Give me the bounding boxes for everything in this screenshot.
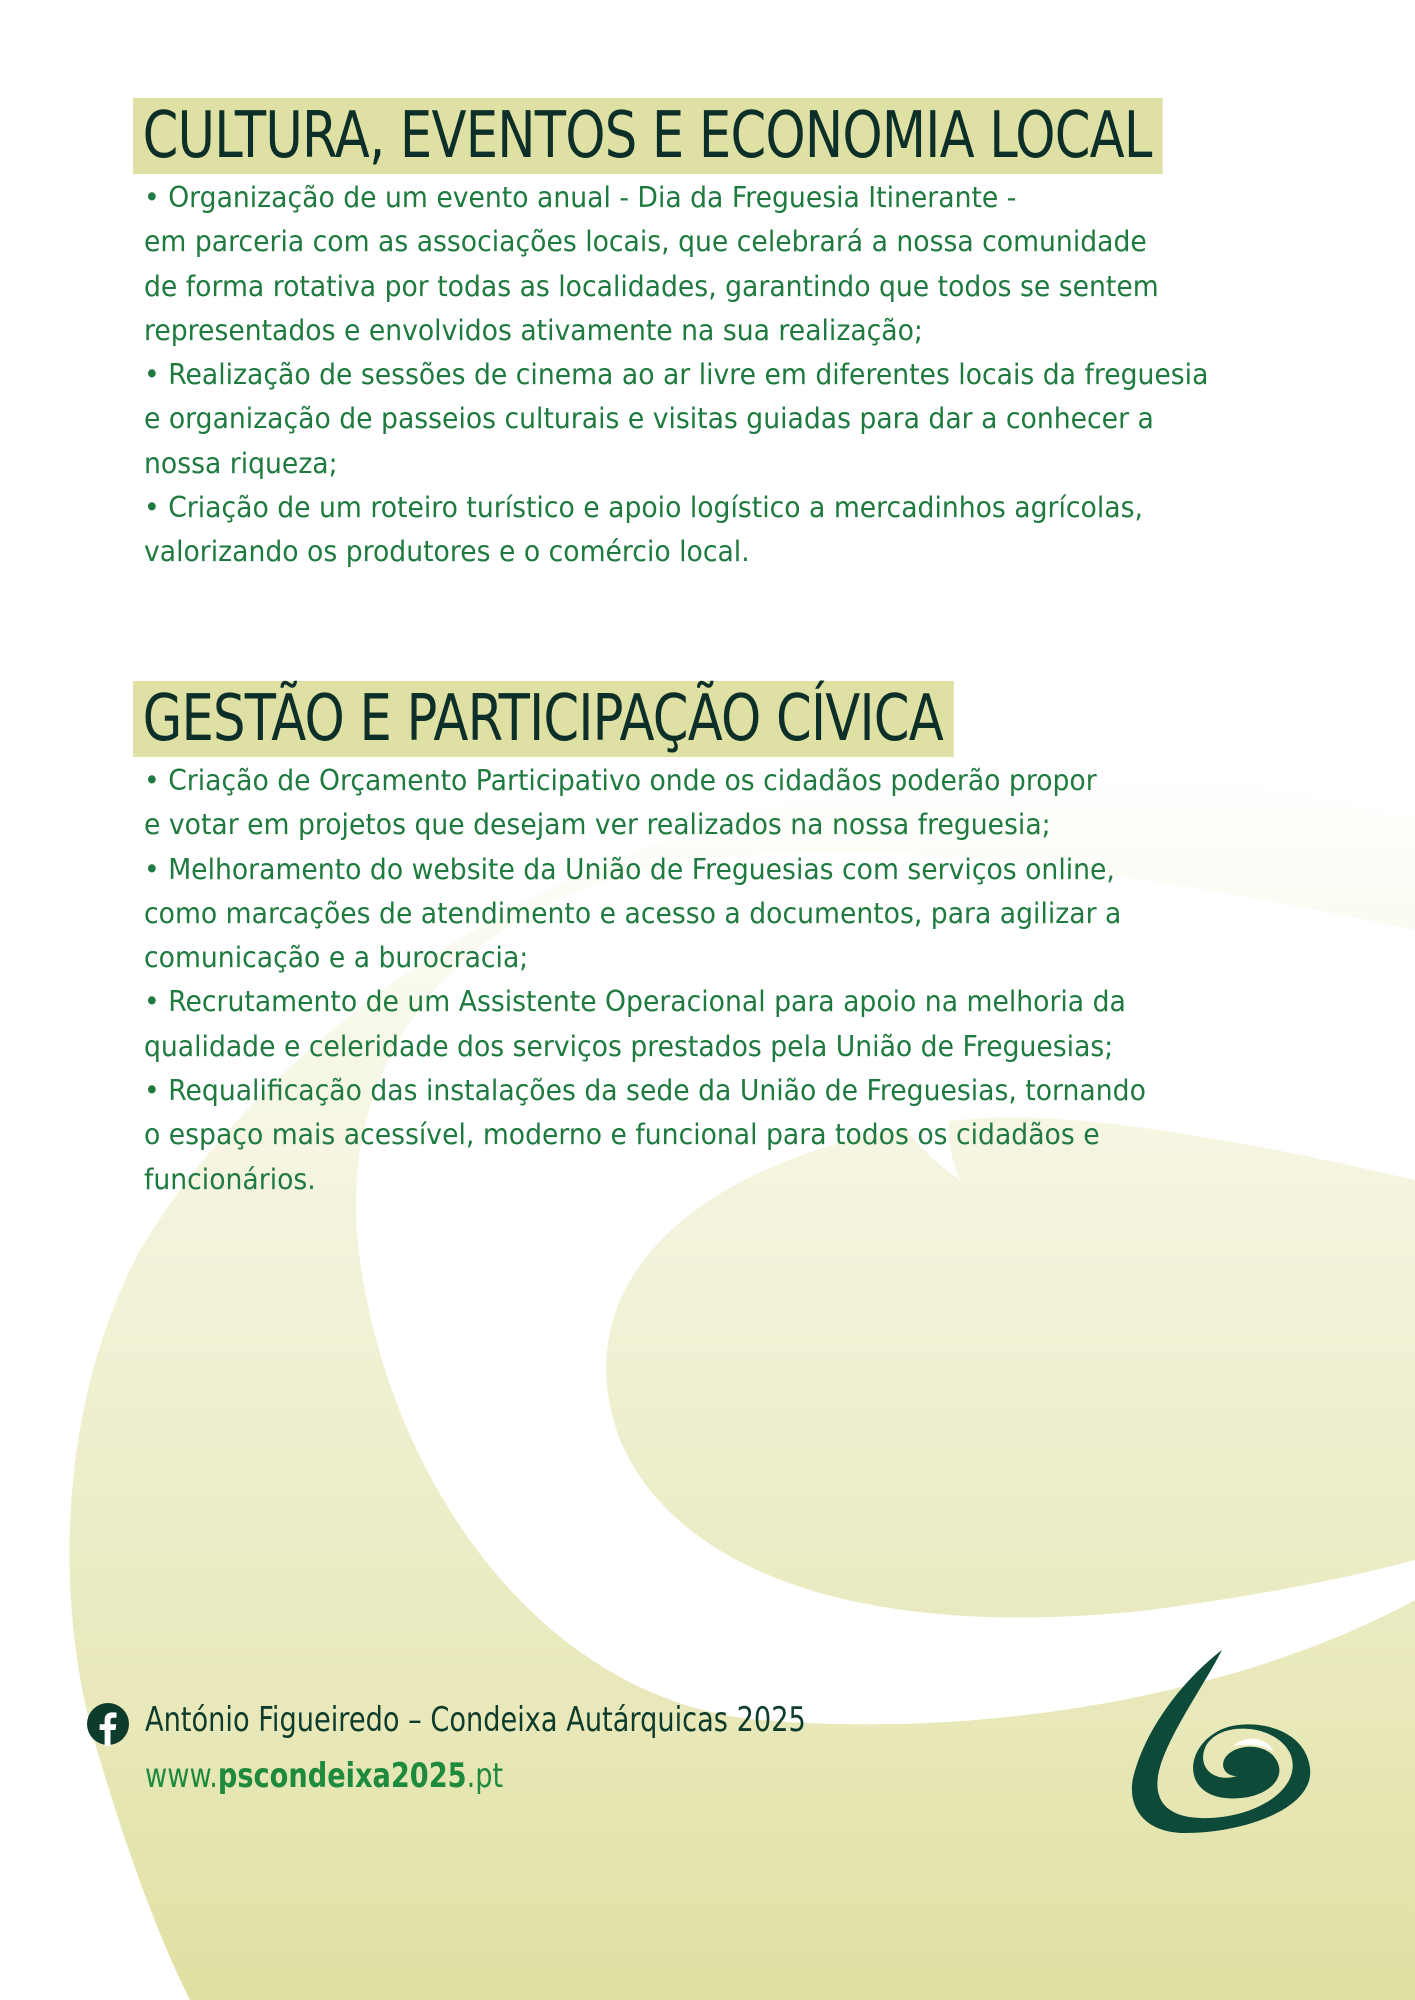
facebook-icon[interactable] [86, 1702, 130, 1746]
website-link[interactable] [145, 1756, 503, 1796]
heading-wrap-cultura [133, 98, 1415, 174]
section-heading-gestao: GESTÃO E PARTICIPAÇÃO CÍVICA [133, 681, 954, 757]
heading-wrap-gestao [133, 681, 1159, 757]
facebook-page-name[interactable]: António Figueiredo – Condeixa Autárquicas 2025 [145, 1700, 806, 1740]
website-domain: pscondeixa2025 [217, 1756, 467, 1796]
bullet-item: • Realização de sessões de cinema ao ar livre em diferentes locais da freguesia e organização de passeios culturais e visitas guiadas para dar a conhecer a nossa riqueza; [144, 358, 1209, 480]
bullet-item: • Melhoramento do website da União de Freguesias com serviços online, como marcações de atendimento e acesso a documentos, para agilizar a comunicação e a burocracia; [144, 852, 1122, 975]
bullet-item: • Recrutamento de um Assistente Operacional para apoio na melhoria da qualidade e celeridade dos serviços prestados pela União de Freguesias; [144, 985, 1126, 1063]
bullet-item: • Organização de um evento anual - Dia da Freguesia Itinerante - em parceria com as associações locais, que celebrará a nossa comunidade de forma rotativa por todas as localidades, garantindo que todos se sentem representados e envolvidos ativamente na sua realização; [144, 181, 1159, 347]
bullet-list-gestao [144, 759, 1308, 1202]
bullet-item: • Requalificação das instalações da sede da União de Freguesias, tornando o espaço mais acessível, moderno e funcional para todos os cidadãos e funcionários. [144, 1074, 1146, 1196]
bullet-item: • Criação de um roteiro turístico e apoio logístico a mercadinhos agrícolas, valorizando os produtores e o comércio local. [144, 491, 1143, 569]
bullet-item: • Criação de Orçamento Participativo onde os cidadãos poderão propor e votar em projetos que desejam ver realizados na nossa freguesia; [144, 764, 1097, 842]
website-suffix: .pt [466, 1756, 504, 1796]
section-heading-cultura: CULTURA, EVENTOS E ECONOMIA LOCAL [133, 98, 1163, 174]
website-prefix: www. [145, 1756, 218, 1796]
ps-logo [1125, 1648, 1315, 1838]
bullet-list-cultura [144, 176, 1308, 575]
